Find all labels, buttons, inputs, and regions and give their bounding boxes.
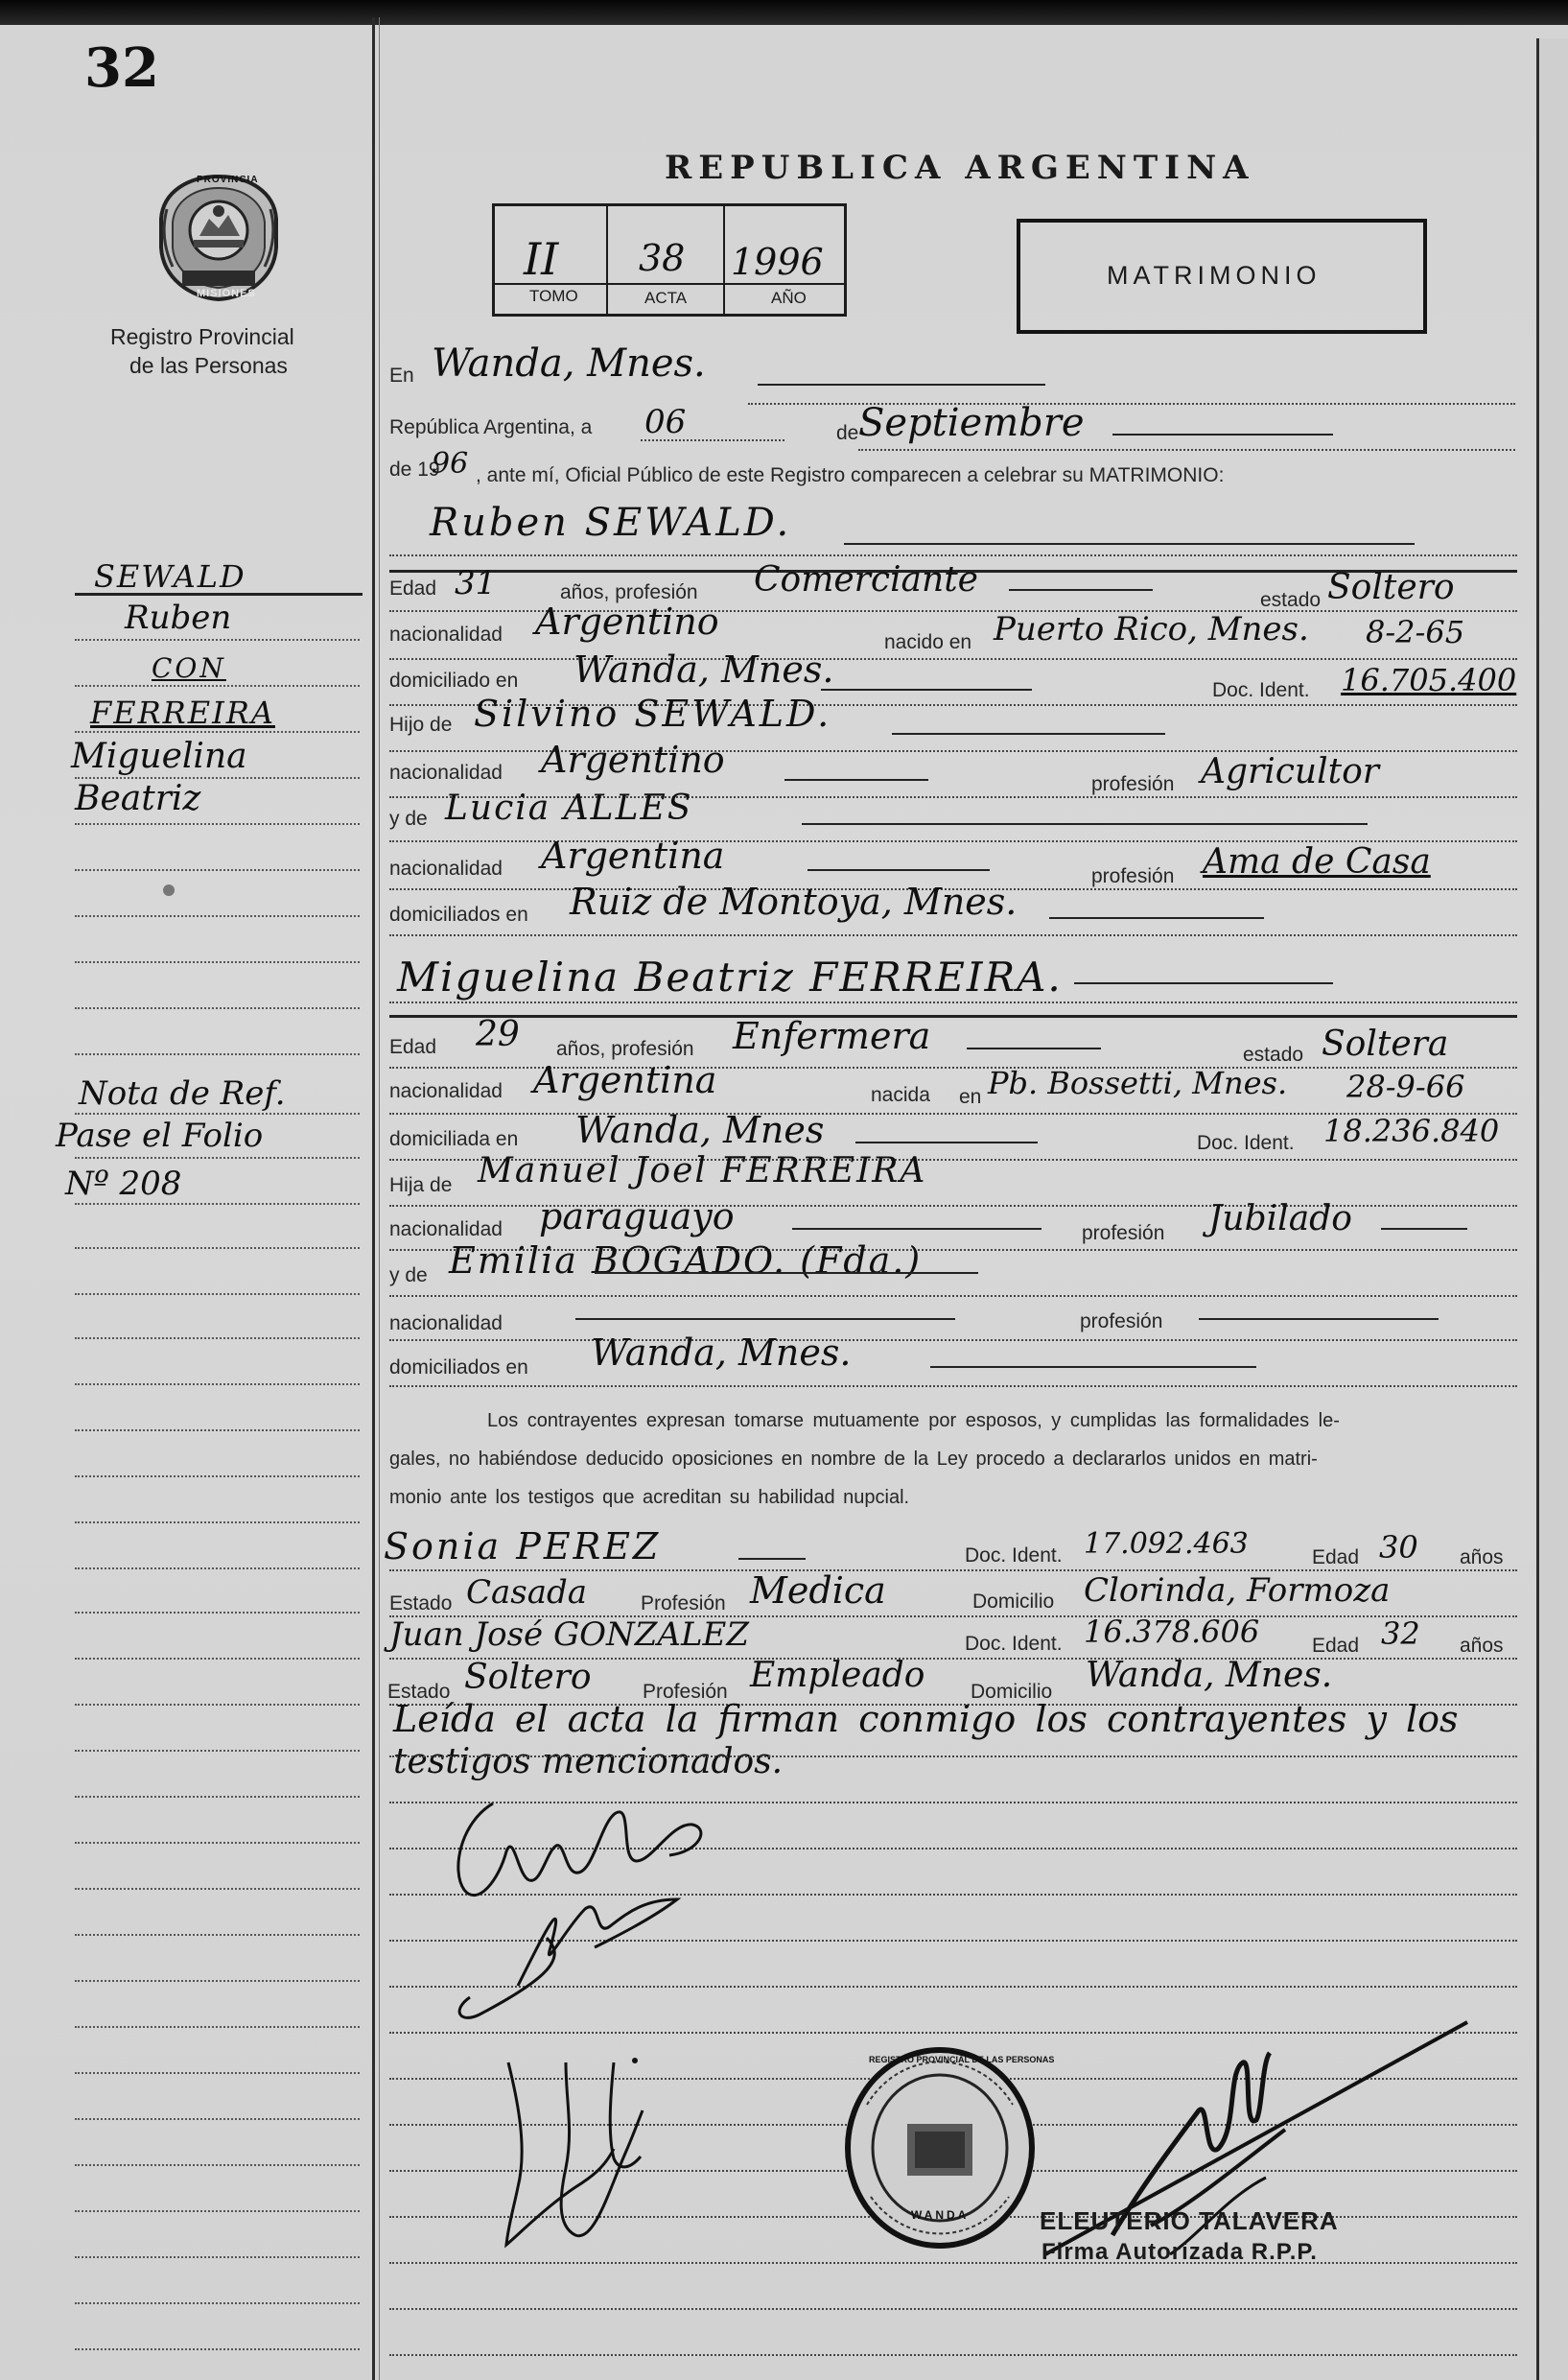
bride-birthdate: 28-9-66 (1346, 1069, 1465, 1105)
bride-mother-nac-label: nacionalidad (389, 1312, 503, 1334)
bride-edad-label: Edad (389, 1036, 437, 1058)
groom-father-nac-label: nacionalidad (389, 762, 503, 784)
bride-nacida-en-label: en (959, 1086, 982, 1108)
en-label: En (389, 365, 414, 387)
witness2-profesion: Empleado (750, 1656, 925, 1695)
tomo-label: TOMO (529, 287, 578, 305)
groom-mother-prof-label: profesión (1091, 865, 1175, 887)
groom-nacionalidad-label: nacionalidad (389, 624, 503, 646)
witness2-doc: 16.378.606 (1084, 1614, 1260, 1650)
margin-divider (372, 17, 375, 2380)
bride-estado: Soltera (1322, 1025, 1449, 1064)
bride-edad: 29 (476, 1015, 520, 1054)
margin-note-line2: Pase el Folio (56, 1117, 264, 1155)
bride-father: Manuel Joel FERREIRA (478, 1151, 927, 1190)
witness1-name: Sonia PEREZ (384, 1525, 662, 1567)
official-name: ELEUTERIO TALAVERA (1040, 2206, 1339, 2235)
statement-line2: gales, no habiéndose deducido oposiciones en nombre de la Ley procedo a declararlos unidos en matri- (389, 1449, 1318, 1470)
statement-line3: monio ante los testigos que acreditan su habilidad nupcial. (389, 1487, 910, 1508)
witness2-edad: 32 (1381, 1615, 1420, 1652)
witness1-anos-label: años (1460, 1546, 1504, 1568)
groom-mother-prof: Ama de Casa (1203, 842, 1431, 882)
bride-yde-label: y de (389, 1264, 428, 1286)
witness1-estado: Casada (466, 1573, 588, 1612)
groom-parents-dom-label: domiciliados en (389, 904, 528, 926)
bride-doc-label: Doc. Ident. (1197, 1132, 1295, 1154)
witness2-doc-label: Doc. Ident. (965, 1633, 1063, 1655)
margin-given2b: Beatriz (75, 779, 201, 818)
bride-father-prof-label: profesión (1082, 1222, 1165, 1244)
stamp-text-bottom: WANDA (911, 2208, 970, 2222)
groom-estado: Soltero (1327, 568, 1455, 607)
de-label: de (836, 422, 859, 444)
page-number: 32 (84, 36, 159, 100)
witness1-domicilio-label: Domicilio (972, 1591, 1055, 1613)
margin-note-line3: Nº 208 (65, 1165, 182, 1203)
republica-label: República Argentina, a (389, 416, 593, 438)
bride-domicilio: Wanda, Mnes (575, 1109, 825, 1151)
witness1-profesion: Medica (750, 1569, 886, 1612)
closing-line1: Leída el acta la firman conmigo los contrayentes y los (393, 1698, 1459, 1740)
groom-profesion: Comerciante (754, 560, 978, 600)
witness2-estado-label: Estado (387, 1681, 451, 1703)
groom-hijo-label: Hijo de (389, 714, 453, 736)
official-title: Firma Autorizada R.P.P. (1041, 2239, 1318, 2265)
marriage-place: Wanda, Mnes. (432, 342, 706, 386)
groom-father-prof: Agricultor (1201, 752, 1379, 791)
registry-name-line2: de las Personas (129, 353, 288, 378)
witness1-edad: 30 (1379, 1529, 1418, 1566)
groom-full-name: Ruben SEWALD. (430, 501, 792, 545)
witness2-profesion-label: Profesión (643, 1681, 728, 1703)
scanner-top-edge (0, 0, 1568, 25)
bride-father-nac: paraguayo (539, 1195, 735, 1237)
bride-hija-label: Hija de (389, 1174, 453, 1196)
bride-full-name: Miguelina Beatriz FERREIRA. (397, 954, 1063, 1001)
groom-nacionalidad: Argentino (535, 601, 719, 643)
groom-mother-nac: Argentina (541, 835, 725, 877)
page-right-edge (1536, 38, 1568, 2380)
witness2-domicilio: Wanda, Mnes. (1086, 1656, 1333, 1695)
witness1-doc: 17.092.463 (1084, 1527, 1249, 1561)
bride-parents-dom: Wanda, Mnes. (591, 1331, 852, 1374)
groom-nacido-label: nacido en (884, 631, 972, 653)
groom-birthplace: Puerto Rico, Mnes. (994, 610, 1309, 648)
groom-father-prof-label: profesión (1091, 773, 1175, 795)
bride-estado-label: estado (1243, 1044, 1304, 1066)
record-number-box (492, 203, 847, 317)
margin-note-line1: Nota de Ref. (79, 1074, 286, 1113)
groom-domicilio: Wanda, Mnes. (573, 648, 834, 691)
statement-line1: Los contrayentes expresan tomarse mutuamente por esposos, y cumplidas las formalidades le- (487, 1410, 1340, 1431)
witness2-edad-label: Edad (1312, 1635, 1360, 1657)
marriage-year-suffix: 96 (432, 447, 469, 481)
bride-parents-dom-label: domiciliados en (389, 1356, 528, 1379)
margin-given1: Ruben (125, 599, 232, 637)
record-type-label: MATRIMONIO (1107, 261, 1322, 290)
bride-nacionalidad-label: nacionalidad (389, 1080, 503, 1102)
bride-birthplace: Pb. Bossetti, Mnes. (988, 1065, 1288, 1101)
groom-domicilio-label: domiciliado en (389, 670, 519, 692)
province-seal-icon (153, 171, 284, 305)
groom-edad-label: Edad (389, 577, 437, 600)
stamp-text-top: REGISTRO PROVINCIAL DE LAS PERSONAS (869, 2055, 1055, 2064)
groom-doc-label: Doc. Ident. (1212, 679, 1310, 701)
margin-con: CON (152, 652, 226, 684)
bride-father-prof: Jubilado (1208, 1199, 1352, 1238)
marriage-month: Septiembre (858, 401, 1085, 445)
bride-doc: 18.236.840 (1323, 1113, 1500, 1149)
witness1-doc-label: Doc. Ident. (965, 1544, 1063, 1567)
bride-mother-prof-label: profesión (1080, 1310, 1163, 1332)
record-type-box (1017, 219, 1427, 334)
country-title: REPUBLICA ARGENTINA (665, 149, 1255, 187)
witness1-profesion-label: Profesión (641, 1592, 726, 1614)
groom-parents-dom: Ruiz de Montoya, Mnes. (570, 881, 1018, 923)
registry-name-line1: Registro Provincial (110, 324, 294, 349)
marriage-day: 06 (644, 403, 687, 441)
margin-surname2: FERREIRA (90, 695, 275, 731)
bride-profesion: Enfermera (733, 1015, 931, 1057)
year-prefix: de 19 (389, 459, 440, 481)
groom-father-nac: Argentino (541, 739, 725, 781)
margin-given2a: Miguelina (71, 737, 247, 776)
groom-mother-nac-label: nacionalidad (389, 858, 503, 880)
witness1-edad-label: Edad (1312, 1546, 1360, 1568)
bride-nacionalidad: Argentina (533, 1059, 717, 1101)
witness2-anos-label: años (1460, 1635, 1504, 1657)
bride-father-nac-label: nacionalidad (389, 1218, 503, 1240)
witness2-estado: Soltero (464, 1658, 592, 1697)
bride-mother: Emilia BOGADO. (Fda.) (449, 1239, 923, 1282)
ante-text: , ante mí, Oficial Público de este Registro comparecen a celebrar su MATRIMONIO: (476, 464, 1225, 486)
groom-doc: 16.705.400 (1341, 662, 1517, 698)
acta-label: ACTA (644, 289, 688, 307)
acta-value: 38 (639, 237, 686, 279)
margin-surname1: SEWALD (94, 558, 246, 595)
witness1-estado-label: Estado (389, 1592, 453, 1614)
closing-line2: testigos mencionados. (393, 1742, 784, 1781)
witness2-domicilio-label: Domicilio (971, 1681, 1053, 1703)
witness2-name: Juan José GONZALEZ (389, 1615, 749, 1654)
groom-father: Silvino SEWALD. (474, 693, 832, 735)
groom-birthdate: 8-2-65 (1366, 614, 1465, 650)
groom-edad: 31 (455, 564, 497, 602)
groom-yde-label: y de (389, 808, 428, 830)
bride-profesion-label: años, profesión (556, 1038, 694, 1060)
seal-text-bottom: MISIONES (197, 288, 256, 299)
seal-text-top: PROVINCIA (197, 175, 259, 185)
ano-label: AÑO (771, 289, 807, 307)
witness1-domicilio: Clorinda, Formoza (1084, 1571, 1391, 1610)
tomo-value: II (524, 233, 559, 285)
groom-mother: Lucia ALLES (445, 789, 693, 828)
groom-estado-label: estado (1260, 589, 1322, 611)
ano-value: 1996 (731, 241, 824, 283)
signatures-graphic (422, 1784, 825, 2360)
margin-dot (163, 884, 175, 896)
bride-nacida-label: nacida (871, 1084, 930, 1106)
groom-profesion-label: años, profesión (560, 581, 698, 603)
bride-domicilio-label: domiciliada en (389, 1128, 519, 1150)
